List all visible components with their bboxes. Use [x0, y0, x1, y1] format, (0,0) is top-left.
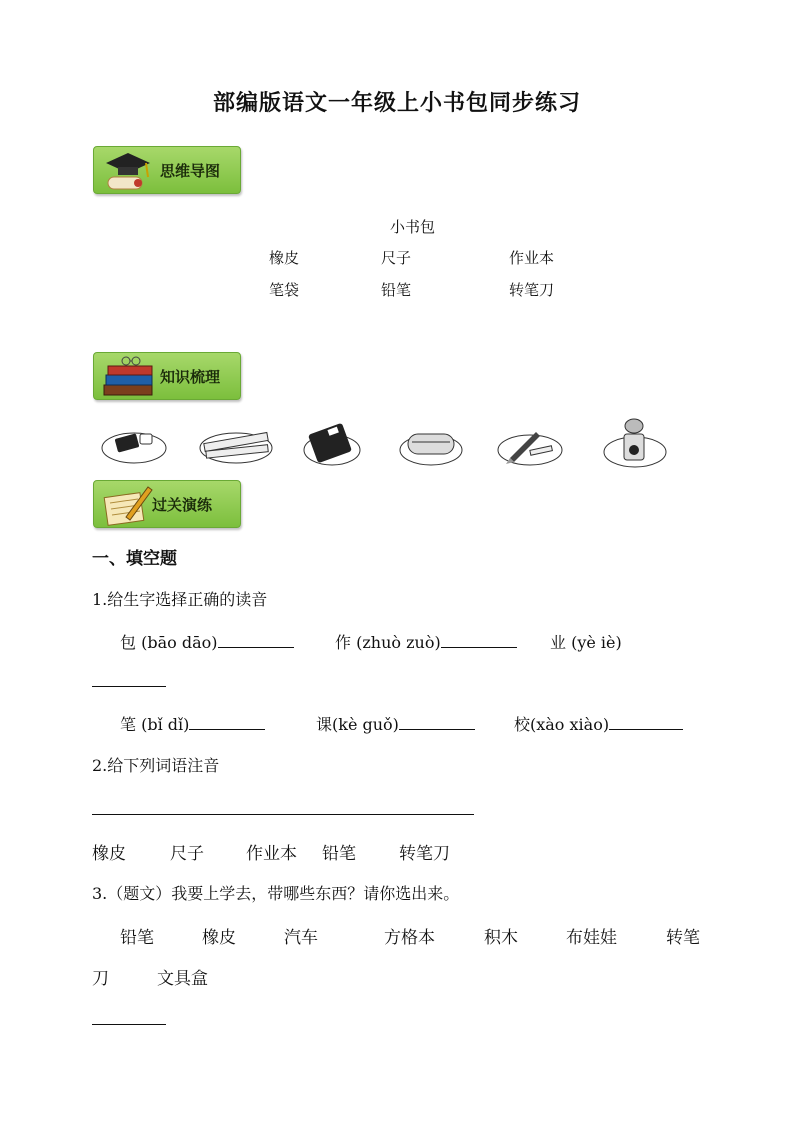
mindmap-item: 橡皮 [269, 249, 300, 267]
option: 文具盒 [157, 969, 208, 989]
item-text: 业 (yè iè) [550, 633, 622, 652]
eraser-icon [100, 418, 168, 470]
word: 铅笔 [322, 844, 356, 864]
option: 汽车 [284, 928, 318, 948]
question-1-item [120, 630, 294, 653]
pencil-icon [496, 418, 564, 472]
mindmap-item: 笔袋 [269, 281, 300, 299]
word: 作业本 [246, 844, 297, 864]
question-1-item [550, 630, 622, 653]
question-1-item [120, 712, 265, 735]
option: 铅笔 [120, 928, 154, 948]
mindmap-item: 铅笔 [381, 281, 412, 299]
option: 方格本 [384, 928, 435, 948]
question-1-item [514, 712, 683, 735]
option: 橡皮 [202, 928, 236, 948]
banner-knowledge-label: 知识梳理 [160, 368, 221, 386]
answer-blank[interactable] [189, 728, 265, 730]
item-text: 校(xào xiào) [514, 715, 610, 734]
question-3-prompt: 3.（题文）我要上学去，带哪些东西？请你选出来。 [92, 884, 460, 903]
graduation-cap-icon [100, 149, 156, 197]
mindmap-item: 转笔刀 [509, 281, 555, 299]
answer-blank[interactable] [92, 686, 166, 687]
mindmap-root: 小书包 [390, 218, 436, 236]
answer-blank[interactable] [399, 728, 475, 730]
item-text: 课(kè guǒ) [316, 715, 399, 734]
answer-blank[interactable] [92, 1024, 166, 1025]
word: 橡皮 [92, 844, 126, 864]
banner-mindmap [93, 146, 241, 194]
mindmap-item: 作业本 [509, 249, 555, 267]
ruler-icon [198, 418, 274, 470]
pencil-case-icon [398, 418, 464, 472]
banner-practice [93, 480, 241, 528]
banner-practice-label: 过关演练 [152, 496, 213, 514]
books-icon [100, 355, 160, 403]
banner-knowledge [93, 352, 241, 400]
answer-blank[interactable] [92, 814, 474, 815]
notebook-pencil-icon [100, 483, 156, 531]
answer-blank[interactable] [441, 646, 517, 648]
question-2-prompt: 2.给下列词语注音 [92, 756, 220, 775]
word: 转笔刀 [399, 844, 450, 864]
option: 转笔 [666, 928, 700, 948]
item-text: 笔 (bǐ dǐ) [120, 715, 190, 734]
option: 刀 [92, 969, 109, 989]
item-text: 作 (zhuò zuò) [335, 633, 441, 652]
option: 积木 [484, 928, 518, 948]
section-heading: 一、填空题 [92, 549, 177, 569]
answer-blank[interactable] [609, 728, 683, 730]
page-title: 部编版语文一年级上小书包同步练习 [212, 91, 581, 116]
question-1-item [335, 630, 517, 653]
word: 尺子 [170, 844, 204, 864]
banner-mindmap-label: 思维导图 [160, 162, 221, 180]
question-1-item [316, 712, 475, 735]
notebook-icon [302, 418, 362, 472]
item-text: 包 (bāo dāo) [120, 633, 218, 652]
question-1-prompt: 1.给生字选择正确的读音 [92, 590, 268, 609]
option: 布娃娃 [566, 928, 617, 948]
sharpener-icon [602, 416, 668, 474]
mindmap-item: 尺子 [381, 249, 412, 267]
answer-blank[interactable] [218, 646, 294, 648]
